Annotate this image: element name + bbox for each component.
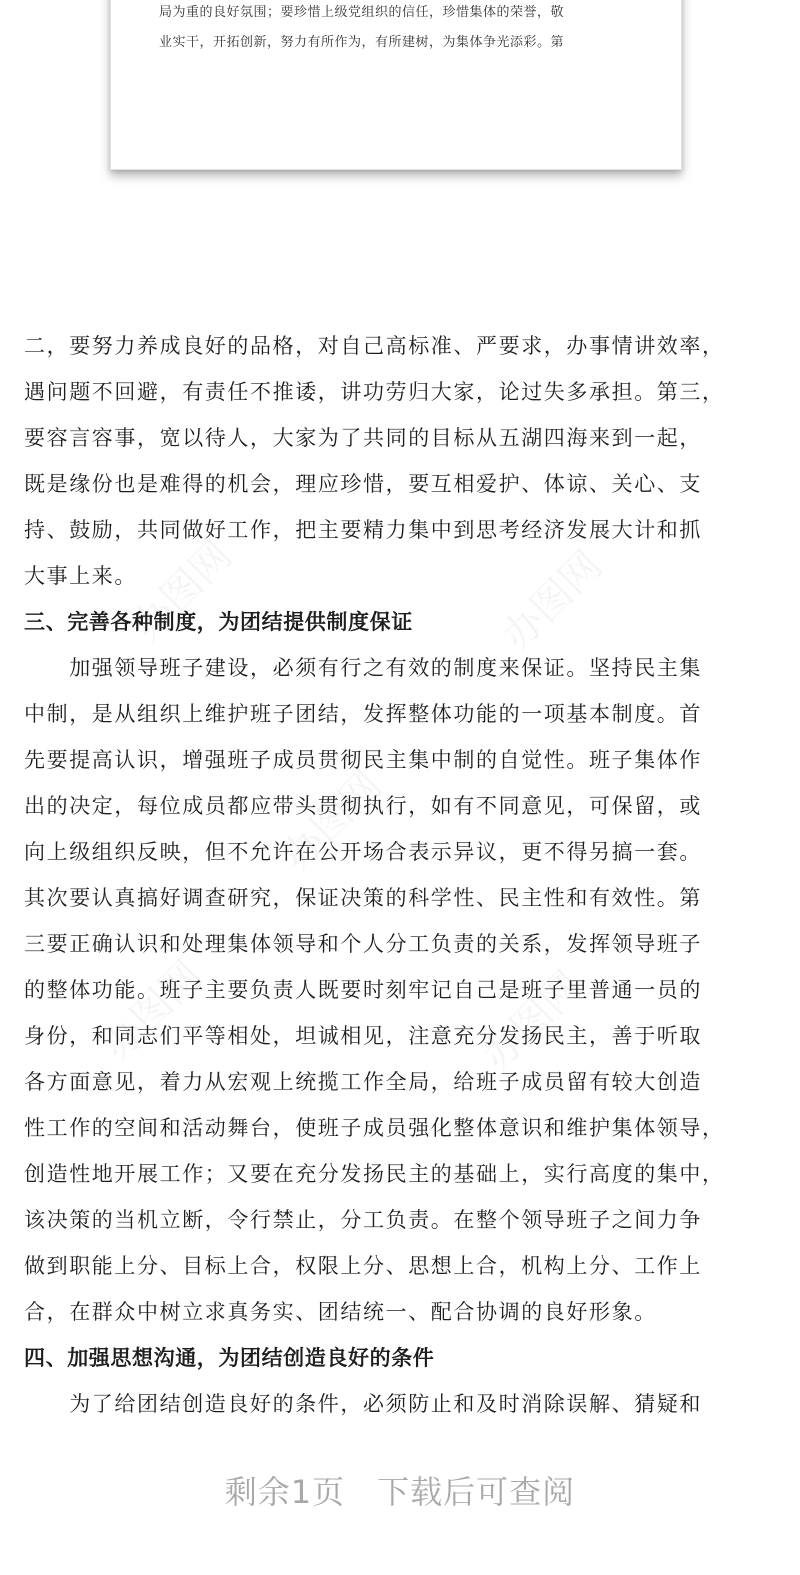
preview-page-card — [110, 0, 682, 170]
document-body — [24, 323, 784, 1427]
paragraph-line: 其次要认真搞好调查研究，保证决策的科学性、民主性和有效性。第 — [24, 886, 702, 910]
remaining-count-label: 剩余1页 — [224, 1473, 346, 1511]
paragraph-line: 为了给团结创造良好的条件，必须防止和及时消除误解、猜疑和 — [24, 1392, 702, 1416]
preview-line-2: 业实干，开拓创新，努力有所作为，有所建树，为集体争光添彩。第 — [159, 35, 565, 50]
paragraph-line: 要容言容事，宽以待人，大家为了共同的目标从五湖四海来到一起， — [24, 426, 702, 450]
section-heading: 四、加强思想沟通，为团结创造良好的条件 — [24, 1346, 435, 1370]
paragraph-line: 遇问题不回避，有责任不推诿，讲功劳归大家，论过失多承担。第三， — [24, 380, 725, 404]
download-to-view-label: 下载后可查阅 — [377, 1473, 576, 1511]
paragraph-line: 出的决定，每位成员都应带头贯彻执行，如有不同意见，可保留，或 — [24, 794, 702, 818]
paragraph-line: 该决策的当机立断，令行禁止，分工负责。在整个领导班子之间力争 — [24, 1208, 702, 1232]
paragraph-line: 的整体功能。班子主要负责人既要时刻牢记自己是班子里普通一员的 — [24, 978, 702, 1002]
paragraph-line: 向上级组织反映，但不允许在公开场合表示异议，更不得另搞一套。 — [24, 840, 702, 864]
paragraph-line: 性工作的空间和活动舞台，使班子成员强化整体意识和维护集体领导， — [24, 1116, 725, 1140]
paragraph-line: 中制，是从组织上维护班子团结，发挥整体功能的一项基本制度。首 — [24, 702, 702, 726]
paragraph-line: 做到职能上分、目标上合，权限上分、思想上合，机构上分、工作上 — [24, 1254, 702, 1278]
paragraph-line: 身份，和同志们平等相处，坦诚相见，注意充分发扬民主，善于听取 — [24, 1024, 702, 1048]
paragraph-line: 持、鼓励，共同做好工作，把主要精力集中到思考经济发展大计和抓 — [24, 518, 702, 542]
paragraph-line: 大事上来。 — [24, 564, 137, 588]
paragraph-line: 各方面意见，着力从宏观上统揽工作全局，给班子成员留有较大创造 — [24, 1070, 702, 1094]
preview-line-1: 局为重的良好氛围；要珍惜上级党组织的信任，珍惜集体的荣誉，敬 — [159, 5, 565, 20]
section-heading: 三、完善各种制度，为团结提供制度保证 — [24, 610, 413, 634]
paragraph-line: 加强领导班子建设，必须有行之有效的制度来保证。坚持民主集 — [24, 656, 702, 680]
paragraph-line: 二，要努力养成良好的品格，对自己高标准、严要求，办事情讲效率， — [24, 334, 725, 358]
paragraph-line: 三要正确认识和处理集体领导和个人分工负责的关系，发挥领导班子 — [24, 932, 702, 956]
paragraph-line: 既是缘份也是难得的机会，理应珍惜，要互相爱护、体谅、关心、支 — [24, 472, 702, 496]
paragraph-line: 先要提高认识，增强班子成员贯彻民主集中制的自觉性。班子集体作 — [24, 748, 702, 772]
paragraph-line: 合，在群众中树立求真务实、团结统一、配合协调的良好形象。 — [24, 1300, 657, 1324]
paragraph-line: 创造性地开展工作；又要在充分发扬民主的基础上，实行高度的集中， — [24, 1162, 725, 1186]
remaining-pages-notice[interactable] — [0, 1467, 800, 1513]
